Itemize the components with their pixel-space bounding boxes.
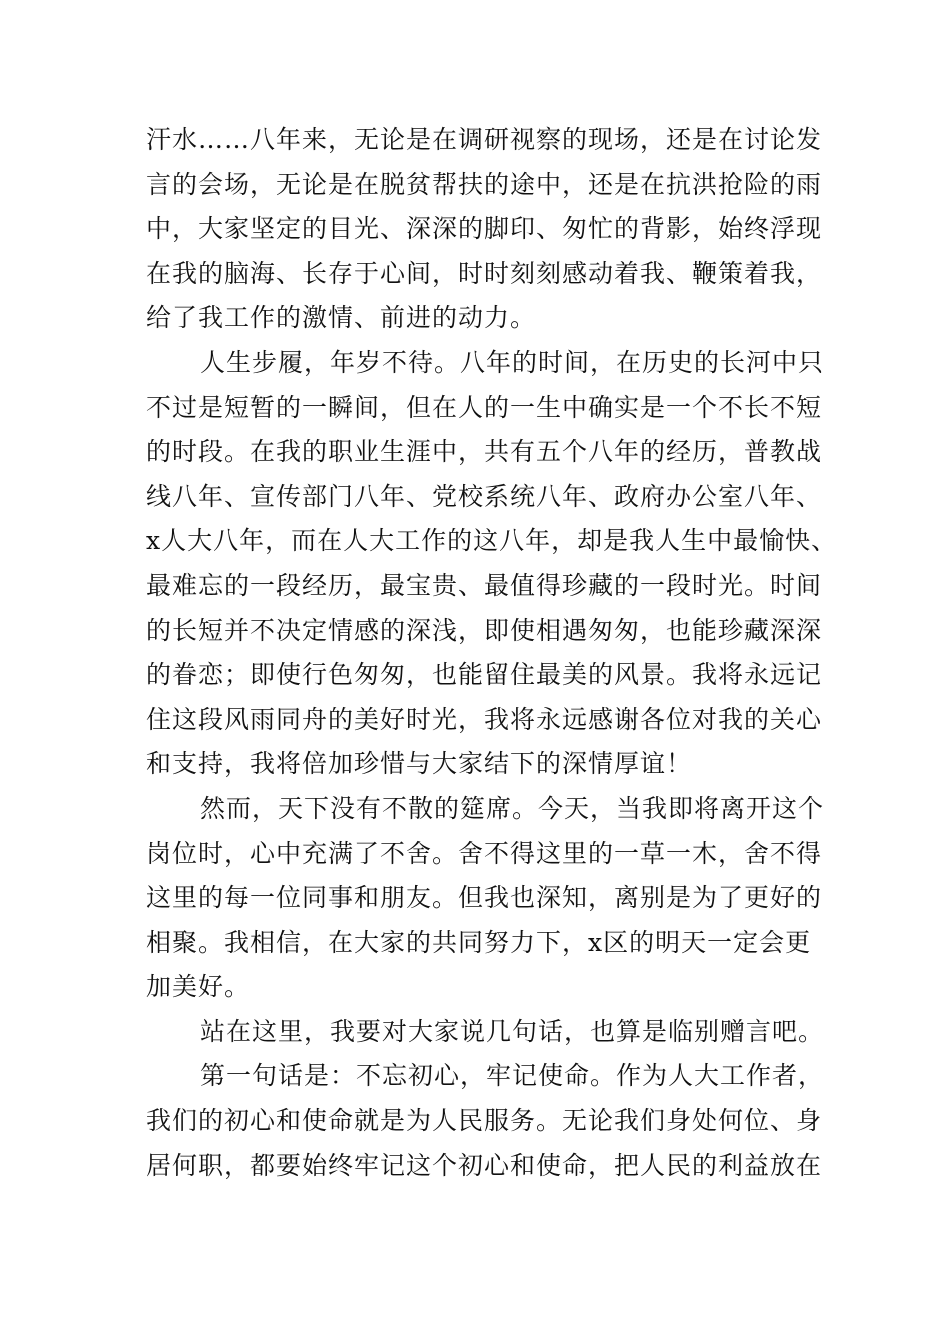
text-line: 最难忘的一段经历，最宝贵、最值得珍藏的一段时光。时间	[146, 570, 823, 600]
paragraph-5	[146, 1054, 825, 1188]
paragraph-4	[146, 1010, 825, 1055]
text-line: 岗位时，心中充满了不舍。舍不得这里的一草一木，舍不得	[146, 838, 823, 868]
paragraph-1	[146, 118, 823, 341]
text-line: 汗水……八年来，无论是在调研视察的现场，还是在讨论发	[146, 125, 823, 154]
text-line: 这里的每一位同事和朋友。但我也深知，离别是为了更好的	[146, 883, 823, 913]
text-line: 给了我工作的激情、前进的动力。	[146, 303, 537, 333]
text-line: 在我的脑海、长存于心间，时时刻刻感动着我、鞭策着我，	[146, 258, 823, 288]
paragraph-2	[146, 341, 838, 787]
text-line: 人生步履，年岁不待。八年的时间，在历史的长河中只	[200, 347, 825, 377]
text-line: 中，大家坚定的目光、深深的脚印、匆忙的背影，始终浮现	[146, 214, 823, 244]
text-line: 的眷恋；即使行色匆匆，也能留住最美的风景。我将永远记	[146, 660, 823, 690]
text-line: 居何职，都要始终牢记这个初心和使命，把人民的利益放在	[146, 1150, 823, 1180]
text-line: 线八年、宣传部门八年、党校系统八年、政府办公室八年、	[146, 481, 823, 511]
text-line: 的时段。在我的职业生涯中，共有五个八年的经历，普教战	[146, 437, 823, 467]
text-line: x人大八年，而在人大工作的这八年，却是我人生中最愉快、	[146, 526, 838, 556]
document-body	[146, 118, 838, 1188]
text-line: 和支持，我将倍加珍惜与大家结下的深情厚谊！	[146, 749, 693, 779]
text-line: 的长短并不决定情感的深浅，即使相遇匆匆，也能珍藏深深	[146, 615, 823, 645]
text-line: 不过是短暂的一瞬间，但在人的一生中确实是一个不长不短	[146, 392, 823, 422]
text-line: 站在这里，我要对大家说几句话，也算是临别赠言吧。	[200, 1016, 825, 1046]
paragraph-3	[146, 787, 825, 1010]
text-line: 第一句话是：不忘初心，牢记使命。作为人大工作者，	[200, 1061, 825, 1091]
text-line: 住这段风雨同舟的美好时光，我将永远感谢各位对我的关心	[146, 704, 823, 734]
text-line: 加美好。	[146, 972, 251, 1002]
text-line: 然而，天下没有不散的筵席。今天，当我即将离开这个	[200, 793, 825, 823]
text-line: 我们的初心和使命就是为人民服务。无论我们身处何位、身	[146, 1106, 823, 1136]
text-line: 言的会场，无论是在脱贫帮扶的途中，还是在抗洪抢险的雨	[146, 169, 823, 199]
text-line: 相聚。我相信，在大家的共同努力下，x区的明天一定会更	[146, 927, 812, 957]
